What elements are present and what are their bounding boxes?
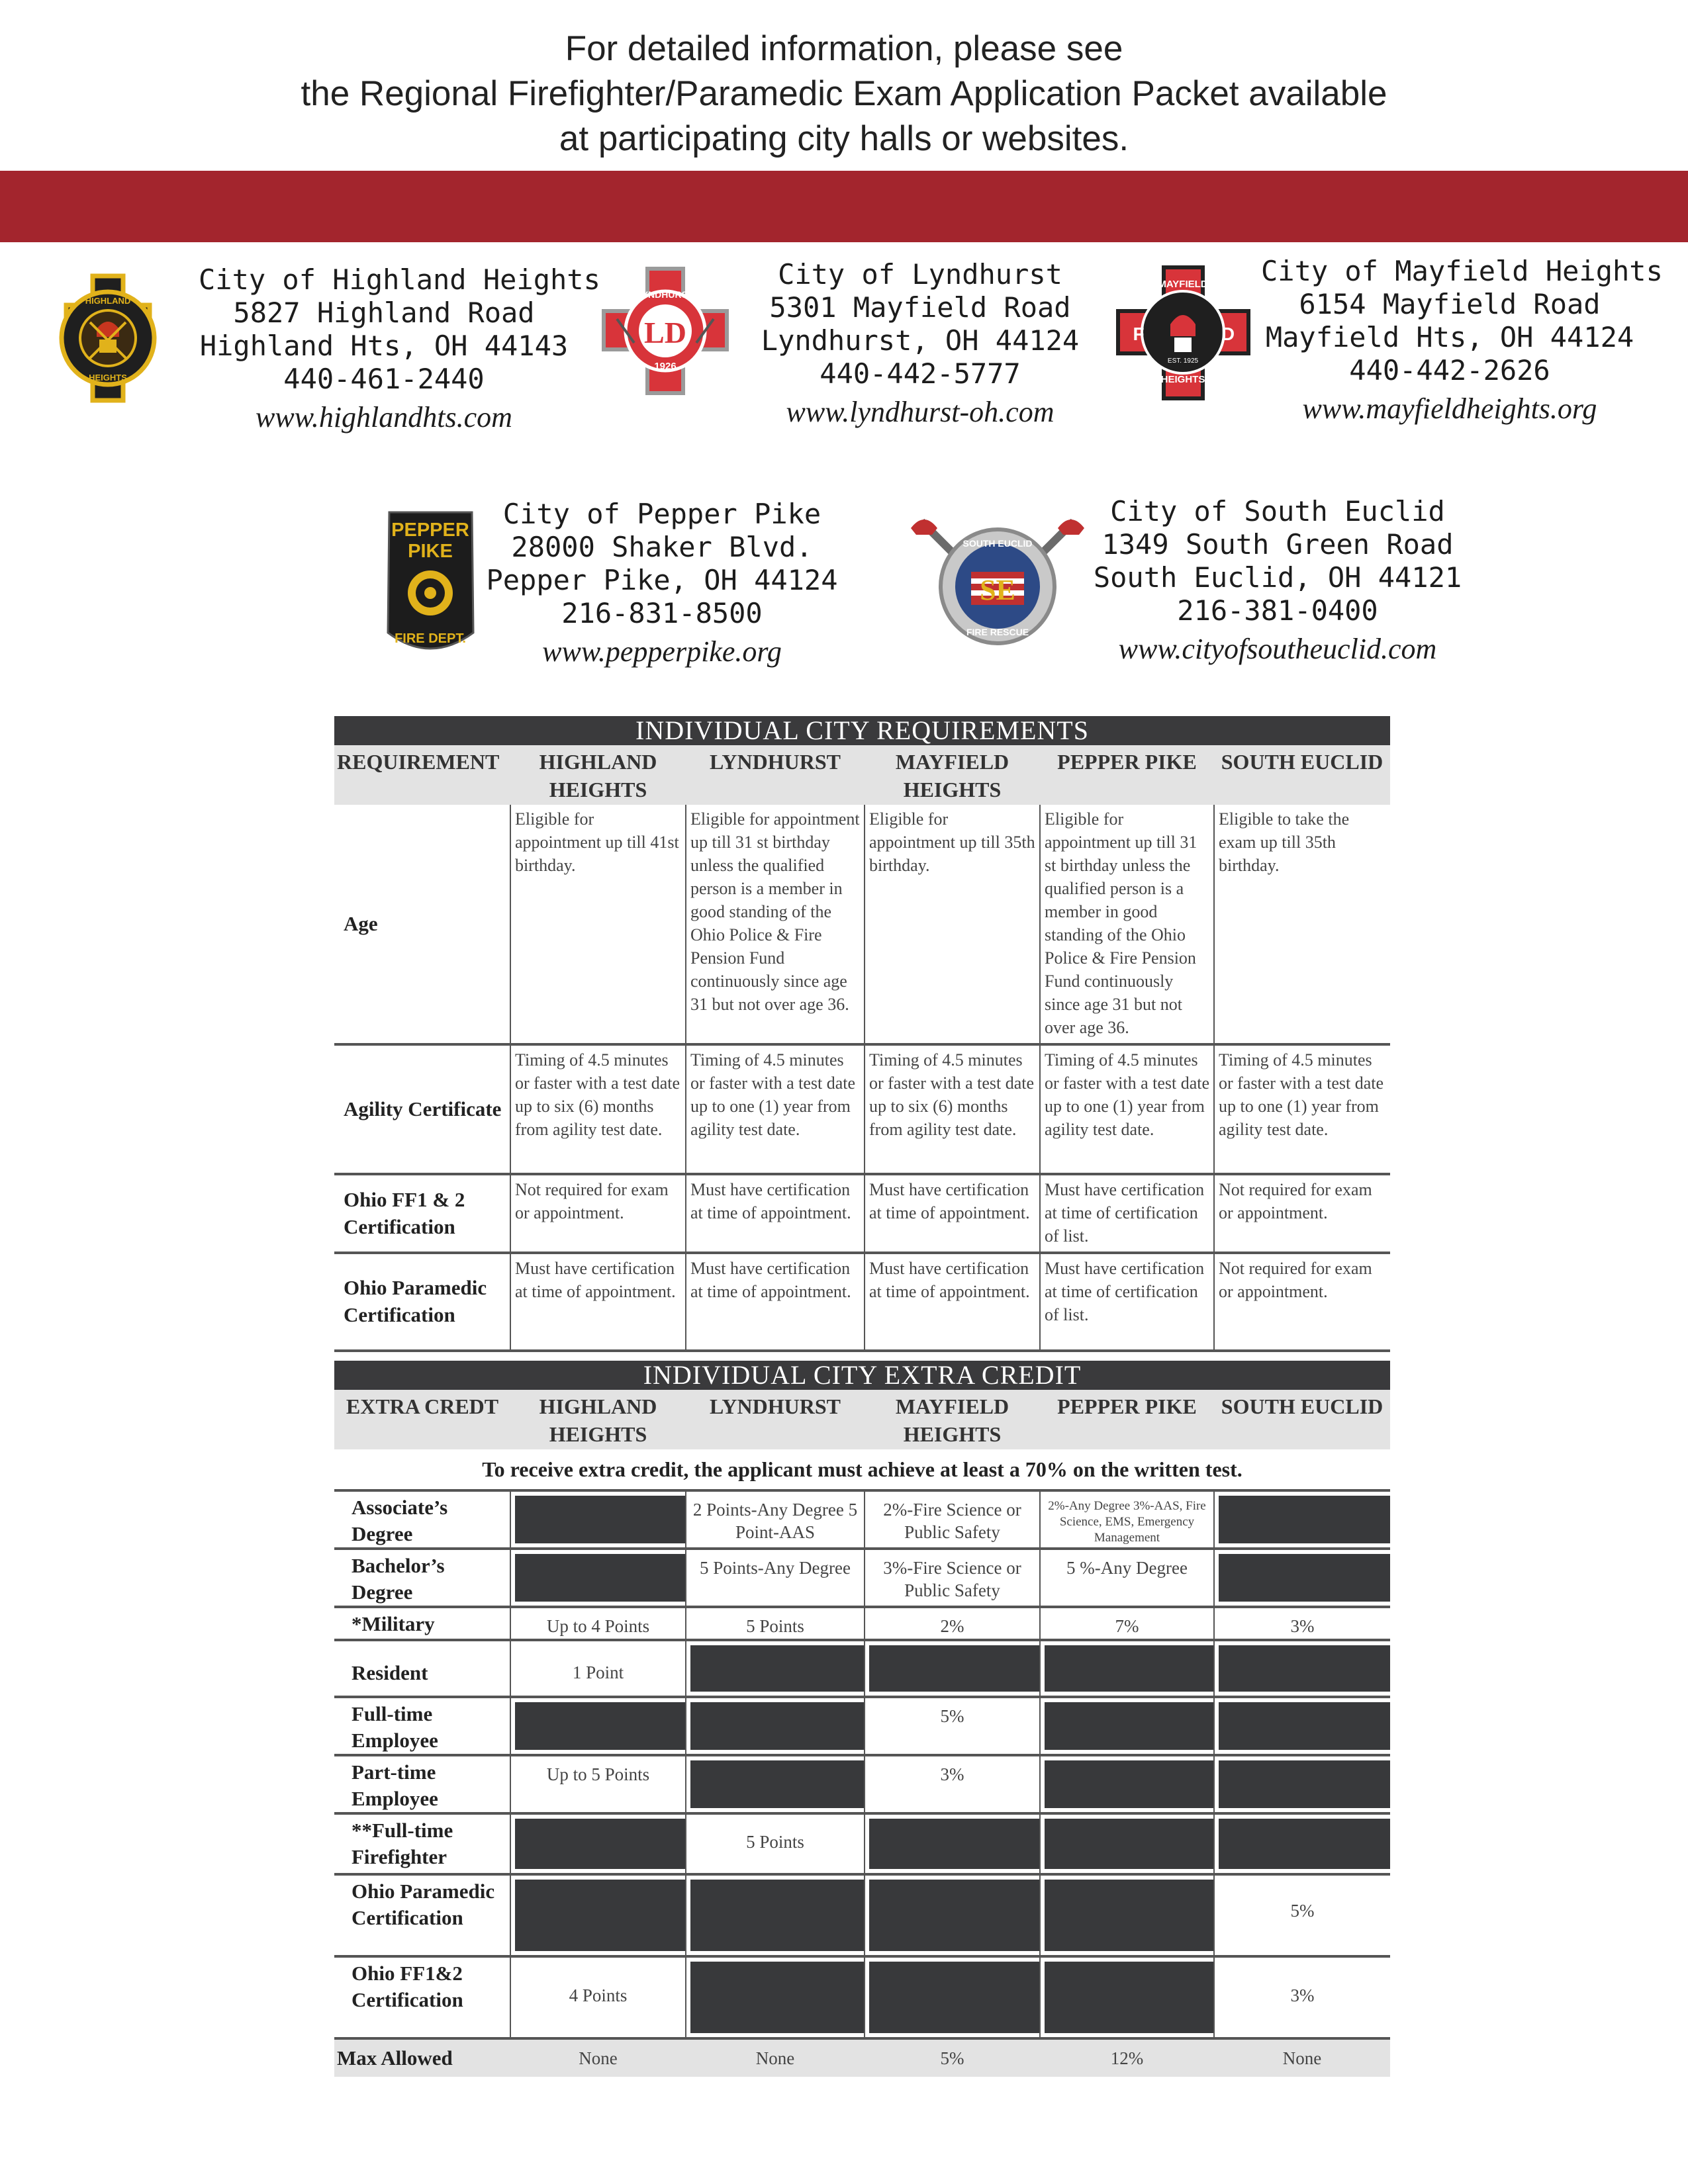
table-cell: 2%-Any Degree 3%-AAS, Fire Science, EMS, Emergency Management	[1040, 1490, 1214, 1549]
mayfield-logo-left-letter: F	[1133, 324, 1145, 344]
table-cell: 4 Points	[510, 1956, 686, 2038]
mayfield-logo-bottom-text: HEIGHTS	[1160, 374, 1205, 385]
city-citystate: Highland Hts, OH 44143	[199, 330, 569, 362]
table-cell: Timing of 4.5 minutes or faster with a test date up to one (1) year from agility test date.	[1040, 1044, 1214, 1174]
not-applicable-cell	[686, 1874, 865, 1956]
table-cell: Timing of 4.5 minutes or faster with a test date up to one (1) year from agility test date.	[686, 1044, 865, 1174]
row-label: Bachelor’s Degree	[334, 1549, 510, 1607]
not-applicable-cell	[1040, 1956, 1214, 2038]
lyndhurst-logo-year-text: 1926	[654, 361, 677, 372]
row-label: Ohio FF1&2 Certification	[334, 1956, 510, 2038]
city-block-lyndhurst	[735, 258, 1105, 429]
south-euclid-fire-rescue-badge-icon	[908, 508, 1087, 664]
table-cell: 2%-Fire Science or Public Safety	[865, 1490, 1040, 1549]
pepper-pike-logo-line3: FIRE DEPT.	[395, 631, 466, 646]
table-cell: 3%	[1214, 1956, 1390, 2038]
table-cell: Not required for exam or appointment.	[1214, 1253, 1390, 1351]
extra-credit-note: To receive extra credit, the applicant must achieve at least a 70% on the written test.	[334, 1449, 1390, 1490]
table-row	[334, 1813, 1390, 1874]
table-cell: Eligible for appointment up till 35th birthday.	[865, 805, 1040, 1044]
requirements-table-title: INDIVIDUAL CITY REQUIREMENTS	[334, 716, 1390, 745]
city-citystate: Pepper Pike, OH 44124	[486, 564, 838, 596]
table-cell: Must have certification at time of appointment.	[865, 1174, 1040, 1253]
row-label: Ohio Paramedic Certification	[334, 1253, 510, 1351]
row-label: **Full-time Firefighter	[334, 1813, 510, 1874]
table-row	[334, 1549, 1390, 1607]
city-website-link[interactable]: www.mayfieldheights.org	[1302, 392, 1597, 425]
column-header: MAYFIELD HEIGHTS	[865, 745, 1040, 805]
table-row	[334, 805, 1390, 1044]
table-cell: 3%	[1214, 1607, 1390, 1640]
table-cell: 5 Points-Any Degree	[686, 1549, 865, 1607]
not-applicable-cell	[1040, 1874, 1214, 1956]
column-header: PEPPER PIKE	[1040, 1390, 1214, 1449]
row-label: Ohio FF1 & 2 Certification	[334, 1174, 510, 1253]
city-address: 5827 Highland Road	[233, 296, 535, 329]
table-row	[334, 1874, 1390, 1956]
pepper-pike-fire-patch-icon	[383, 507, 479, 664]
table-cell: 5 Points	[686, 1813, 865, 1874]
row-label: Agility Certificate	[334, 1044, 510, 1174]
not-applicable-cell	[510, 1697, 686, 1755]
mayfield-logo-top-text: MAYFIELD	[1158, 279, 1208, 290]
table-cell: 7%	[1040, 1607, 1214, 1640]
table-cell: Eligible to take the exam up till 35th birthday.	[1214, 805, 1390, 1044]
table-cell: 12%	[1040, 2038, 1214, 2077]
table-cell: Not required for exam or appointment.	[510, 1174, 686, 1253]
table-cell: Must have certification at time of appointment.	[865, 1253, 1040, 1351]
city-address: 6154 Mayfield Road	[1299, 288, 1601, 320]
table-cell: 2%	[865, 1607, 1040, 1640]
column-header: LYNDHURST	[686, 1390, 865, 1449]
column-header: SOUTH EUCLID	[1214, 745, 1390, 805]
table-row-max-allowed	[334, 2038, 1390, 2077]
table-cell: Must have certification at time of certification of list.	[1040, 1253, 1214, 1351]
table-cell: Eligible for appointment up till 31 st birthday unless the qualified person is a member in good standing of the Ohio Police & Fire Pension Fund continuously since age 31 but not over age 36.	[1040, 805, 1214, 1044]
highland-heights-fire-badge-icon	[58, 268, 158, 408]
not-applicable-cell	[865, 1874, 1040, 1956]
not-applicable-cell	[510, 1549, 686, 1607]
table-cell: 5%	[865, 1697, 1040, 1755]
table-cell: 3%-Fire Science or Public Safety	[865, 1549, 1040, 1607]
table-cell: Eligible for appointment up till 41st birthday.	[510, 805, 686, 1044]
not-applicable-cell	[1214, 1490, 1390, 1549]
intro-line-1: For detailed information, please see	[565, 29, 1123, 68]
table-row	[334, 1697, 1390, 1755]
city-citystate: South Euclid, OH 44121	[1093, 561, 1462, 594]
requirements-table	[334, 716, 1390, 1352]
column-header: SOUTH EUCLID	[1214, 1390, 1390, 1449]
column-header: EXTRA CREDT	[334, 1390, 510, 1449]
intro-line-3: at participating city halls or websites.	[559, 119, 1129, 158]
not-applicable-cell	[1040, 1755, 1214, 1813]
city-phone: 440-442-5777	[820, 357, 1021, 390]
city-phone: 216-381-0400	[1177, 594, 1378, 627]
table-cell: Must have certification at time of appointment.	[686, 1253, 865, 1351]
south-euclid-logo-monogram: SE	[980, 574, 1015, 606]
table-cell: Must have certification at time of appointment.	[686, 1174, 865, 1253]
city-citystate: Lyndhurst, OH 44124	[761, 324, 1080, 357]
table-cell: 5%	[865, 2038, 1040, 2077]
intro-line-2: the Regional Firefighter/Paramedic Exam Application Packet available	[301, 74, 1387, 113]
table-cell: None	[1214, 2038, 1390, 2077]
not-applicable-cell	[1214, 1640, 1390, 1697]
city-website-link[interactable]: www.highlandhts.com	[256, 401, 512, 433]
red-divider-band	[0, 171, 1688, 242]
table-cell: Must have certification at time of certification of list.	[1040, 1174, 1214, 1253]
not-applicable-cell	[1040, 1697, 1214, 1755]
pepper-pike-logo-line2: PIKE	[408, 541, 453, 562]
city-website-link[interactable]: www.lyndhurst-oh.com	[786, 396, 1055, 428]
table-cell: 5%	[1214, 1874, 1390, 1956]
mayfield-heights-fire-badge-icon	[1112, 263, 1254, 402]
column-header: REQUIREMENT	[334, 745, 510, 805]
city-phone: 440-461-2440	[283, 363, 485, 395]
row-label: *Military	[334, 1607, 510, 1640]
city-name: City of Mayfield Heights	[1261, 255, 1663, 287]
not-applicable-cell	[865, 1640, 1040, 1697]
city-name: City of Highland Heights	[199, 263, 600, 296]
extra-credit-table	[334, 1361, 1390, 2077]
city-name: City of Pepper Pike	[502, 498, 821, 530]
column-header: PEPPER PIKE	[1040, 745, 1214, 805]
pepper-pike-logo-line1: PEPPER	[391, 520, 469, 541]
mayfield-logo-est-text: EST. 1925	[1167, 357, 1199, 365]
table-row	[334, 1956, 1390, 2038]
not-applicable-cell	[1040, 1640, 1214, 1697]
not-applicable-cell	[686, 1697, 865, 1755]
intro-text	[0, 26, 1688, 161]
row-label: Associate’s Degree	[334, 1490, 510, 1549]
not-applicable-cell	[510, 1490, 686, 1549]
lyndhurst-logo-top-text: LYNDHURST	[637, 289, 694, 300]
not-applicable-cell	[686, 1640, 865, 1697]
extra-credit-table-title: INDIVIDUAL CITY EXTRA CREDIT	[334, 1361, 1390, 1390]
table-row	[334, 1253, 1390, 1351]
not-applicable-cell	[1214, 1697, 1390, 1755]
not-applicable-cell	[510, 1813, 686, 1874]
table-cell: None	[686, 2038, 865, 2077]
city-phone: 216-831-8500	[561, 597, 763, 629]
column-header: HIGHLAND HEIGHTS	[510, 745, 686, 805]
city-block-mayfield-heights	[1261, 255, 1663, 426]
not-applicable-cell	[686, 1956, 865, 2038]
city-phone: 440-442-2626	[1349, 354, 1550, 387]
table-cell: Up to 4 Points	[510, 1607, 686, 1640]
city-address: 1349 South Green Road	[1102, 528, 1454, 561]
table-cell: Eligible for appointment up till 31 st birthday unless the qualified person is a member in good standing of the Ohio Police & Fire Pension Fund continuously since age 31 but not over age 36.	[686, 805, 865, 1044]
table-cell: 5 %-Any Degree	[1040, 1549, 1214, 1607]
table-cell: Not required for exam or appointment.	[1214, 1174, 1390, 1253]
not-applicable-cell	[865, 1813, 1040, 1874]
table-cell: Must have certification at time of appointment.	[510, 1253, 686, 1351]
lyndhurst-fire-badge-icon	[596, 265, 735, 397]
table-row	[334, 1490, 1390, 1549]
table-cell: Timing of 4.5 minutes or faster with a test date up to six (6) months from agility test date.	[865, 1044, 1040, 1174]
column-header: HIGHLAND HEIGHTS	[510, 1390, 686, 1449]
highland-logo-top-text: HIGHLAND	[85, 296, 131, 306]
table-row	[334, 1640, 1390, 1697]
table-cell: Up to 5 Points	[510, 1755, 686, 1813]
row-label: Max Allowed	[334, 2038, 510, 2077]
row-label: Age	[334, 805, 510, 1044]
not-applicable-cell	[510, 1874, 686, 1956]
mayfield-logo-right-letter: D	[1221, 324, 1235, 344]
lyndhurst-logo-monogram: LD	[644, 316, 686, 349]
row-label: Part-time Employee	[334, 1755, 510, 1813]
city-website-link[interactable]: www.cityofsoutheuclid.com	[1118, 633, 1437, 665]
table-cell: 2 Points-Any Degree 5 Point-AAS	[686, 1490, 865, 1549]
row-label: Full-time Employee	[334, 1697, 510, 1755]
column-header: MAYFIELD HEIGHTS	[865, 1390, 1040, 1449]
table-cell: Timing of 4.5 minutes or faster with a test date up to one (1) year from agility test date.	[1214, 1044, 1390, 1174]
not-applicable-cell	[865, 1956, 1040, 2038]
table-cell: 3%	[865, 1755, 1040, 1813]
highland-logo-bottom-text: HEIGHTS	[89, 373, 127, 383]
city-citystate: Mayfield Hts, OH 44124	[1265, 321, 1634, 353]
south-euclid-logo-top-text: SOUTH EUCLID	[962, 538, 1033, 549]
row-label: Ohio Paramedic Certification	[334, 1874, 510, 1956]
city-block-south-euclid	[1086, 495, 1470, 666]
city-website-link[interactable]: www.pepperpike.org	[542, 635, 782, 668]
row-label: Resident	[334, 1640, 510, 1697]
city-block-highland-heights	[199, 263, 600, 434]
table-row	[334, 1607, 1390, 1640]
city-address: 5301 Mayfield Road	[769, 291, 1071, 324]
not-applicable-cell	[1214, 1549, 1390, 1607]
table-row	[334, 1174, 1390, 1253]
not-applicable-cell	[686, 1755, 865, 1813]
table-cell: None	[510, 2038, 686, 2077]
south-euclid-logo-bottom-text: FIRE RESCUE	[966, 627, 1029, 637]
city-name: City of Lyndhurst	[778, 258, 1062, 291]
city-address: 28000 Shaker Blvd.	[511, 531, 813, 563]
table-row	[334, 1044, 1390, 1174]
not-applicable-cell	[1214, 1813, 1390, 1874]
table-cell: Timing of 4.5 minutes or faster with a test date up to six (6) months from agility test date.	[510, 1044, 686, 1174]
not-applicable-cell	[1214, 1755, 1390, 1813]
not-applicable-cell	[1040, 1813, 1214, 1874]
column-header: LYNDHURST	[686, 745, 865, 805]
city-block-pepper-pike	[477, 498, 847, 668]
city-name: City of South Euclid	[1110, 495, 1445, 527]
table-row	[334, 1755, 1390, 1813]
table-cell: 5 Points	[686, 1607, 865, 1640]
table-cell: 1 Point	[510, 1640, 686, 1697]
